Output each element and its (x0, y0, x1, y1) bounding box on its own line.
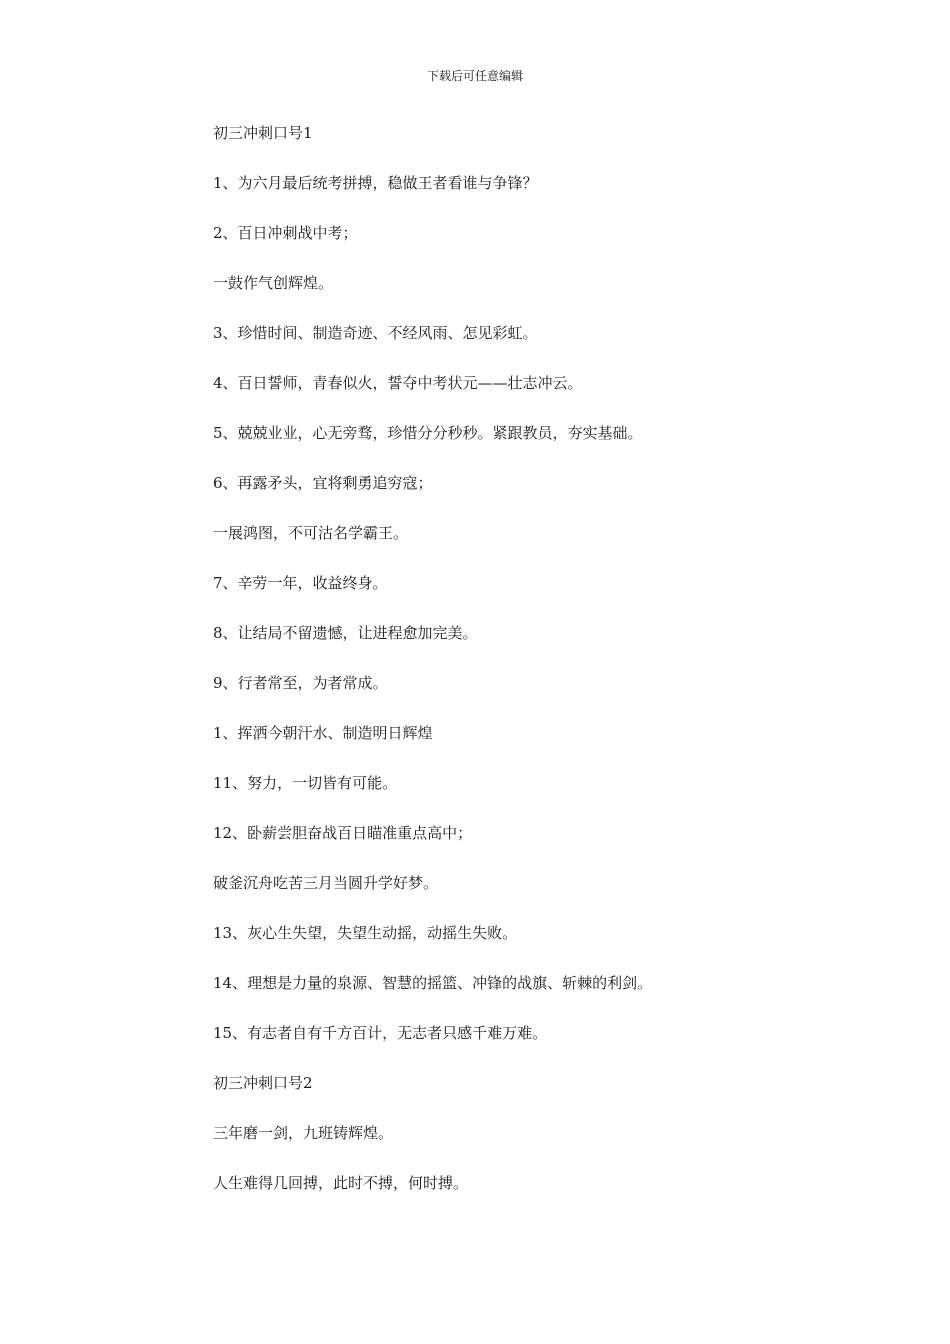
slogan-line: 破釜沉舟吃苦三月当圆升学好梦。 (213, 874, 439, 892)
document-body (213, 121, 813, 1221)
slogan-line: 14、理想是力量的泉源、智慧的摇篮、冲锋的战旗、斩棘的利剑。 (213, 974, 653, 992)
slogan-line: 8、让结局不留遗憾，让进程愈加完美。 (213, 624, 478, 642)
slogan-line: 人生难得几回搏，此时不搏，何时搏。 (213, 1174, 469, 1192)
slogan-line: 5、兢兢业业，心无旁骛，珍惜分分秒秒。紧跟教员，夯实基础。 (213, 424, 643, 442)
slogan-line: 13、灰心生失望，失望生动摇，动摇生失败。 (213, 924, 518, 942)
slogan-line: 12、卧薪尝胆奋战百日瞄准重点高中； (213, 824, 473, 842)
slogan-line: 1、为六月最后统考拼搏，稳做王者看谁与争锋？ (213, 174, 538, 192)
slogan-line: 一展鸿图，不可沽名学霸王。 (213, 524, 409, 542)
section-title: 初三冲刺口号2 (213, 1074, 313, 1092)
page-header: 下载后可任意编辑 (426, 69, 523, 83)
slogan-line: 6、再露矛头，宜将剩勇追穷寇； (213, 474, 433, 492)
slogan-line: 9、行者常至，为者常成。 (213, 674, 388, 692)
slogan-line: 三年磨一剑，九班铸辉煌。 (213, 1124, 394, 1142)
slogan-line: 11、努力，一切皆有可能。 (213, 774, 398, 792)
section-title: 初三冲刺口号1 (213, 124, 313, 142)
slogan-line: 1、挥洒今朝汗水、制造明日辉煌 (213, 724, 433, 742)
slogan-line: 15、有志者自有千方百计，无志者只感千难万难。 (213, 1024, 548, 1042)
slogan-line: 一鼓作气创辉煌。 (213, 274, 334, 292)
slogan-line: 2、百日冲刺战中考； (213, 224, 358, 242)
slogan-line: 3、珍惜时间、制造奇迹、不经风雨、怎见彩虹。 (213, 324, 538, 342)
slogan-line: 7、辛劳一年，收益终身。 (213, 574, 388, 592)
slogan-line: 4、百日誓师，青春似火，誓夺中考状元——壮志冲云。 (213, 374, 583, 392)
